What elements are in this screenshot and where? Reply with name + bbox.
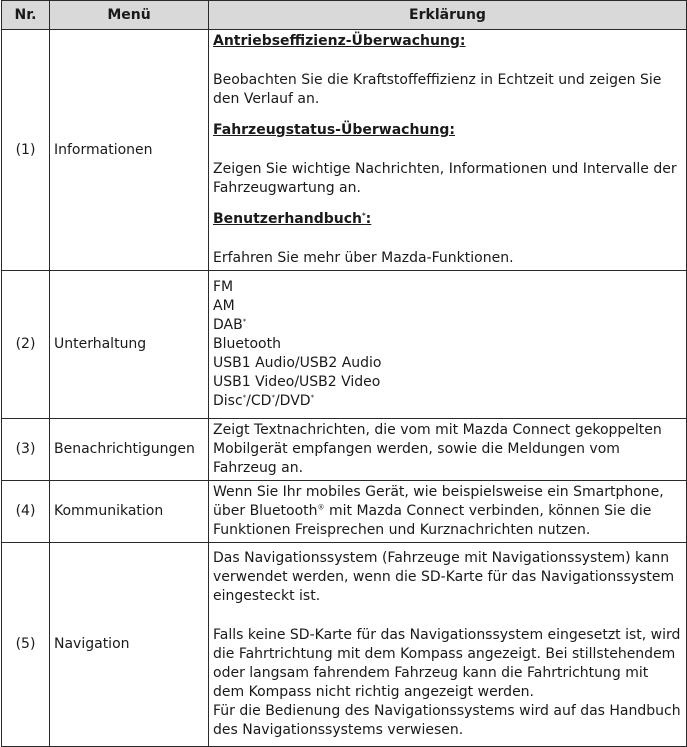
row-number: (1) xyxy=(2,30,50,271)
subheading xyxy=(213,121,682,140)
subheading: Antriebseffizienz-Überwachung: xyxy=(213,33,466,49)
paragraph: Für die Bedienung des Navigationssystems wird auf das Handbuch des Navigationssystems verwiesen. xyxy=(213,703,681,738)
list-item: AM xyxy=(213,298,235,314)
description xyxy=(209,271,687,419)
footnote-mark: * xyxy=(271,393,275,402)
table-row xyxy=(2,481,687,543)
subheading-colon: : xyxy=(365,211,372,227)
subheading-text: Benutzerhandbuch xyxy=(213,211,362,227)
footnote-mark: * xyxy=(242,393,247,402)
menu-name: Navigation xyxy=(50,543,209,747)
paragraph: Beobachten Sie die Kraftstoffeffizienz in Echtzeit und zeigen Sie den Verlauf an. xyxy=(213,72,662,107)
list-item: Bluetooth xyxy=(213,336,281,352)
list-item-text: DAB xyxy=(213,317,243,333)
list-item-text: DVD xyxy=(279,393,311,409)
description xyxy=(209,543,687,747)
subheading xyxy=(213,210,682,229)
registered-mark: ® xyxy=(317,503,325,512)
footnote-mark: * xyxy=(242,317,247,326)
paragraph: Erfahren Sie mehr über Mazda-Funktionen. xyxy=(213,250,514,266)
menu-table xyxy=(1,0,687,747)
table-row xyxy=(2,271,687,419)
header-nr: Nr. xyxy=(2,1,50,30)
description xyxy=(209,481,687,543)
separator: / xyxy=(246,393,251,409)
list-item xyxy=(213,392,682,411)
description xyxy=(209,30,687,271)
header-description: Erklärung xyxy=(209,1,687,30)
row-number: (5) xyxy=(2,543,50,747)
list-item-text: CD xyxy=(250,393,272,409)
list-item: FM xyxy=(213,279,234,295)
row-number: (2) xyxy=(2,271,50,419)
row-number: (3) xyxy=(2,419,50,481)
paragraph: Zeigen Sie wichtige Nachrichten, Informationen und Intervalle der Fahrzeugwartung an. xyxy=(213,161,677,196)
table-header-row xyxy=(2,1,687,30)
list-item: USB1 Video/USB2 Video xyxy=(213,374,381,390)
description: Zeigt Textnachrichten, die vom mit Mazda Connect gekoppelten Mobilgerät empfangen werden, sowie die Meldungen vom Fahrzeug an. xyxy=(209,419,687,481)
list-item: USB1 Audio/USB2 Audio xyxy=(213,355,382,371)
menu-name: Kommunikation xyxy=(50,481,209,543)
list-item-text: Disc xyxy=(213,393,243,409)
table-row xyxy=(2,30,687,271)
separator: / xyxy=(274,393,280,409)
subheading-text: Fahrzeugstatus-Überwachung: xyxy=(213,122,455,138)
table-row xyxy=(2,419,687,481)
list-item xyxy=(213,316,682,335)
description-text: Wenn Sie Ihr mobiles Gerät, wie beispielsweise ein Smartphone, über Bluetooth xyxy=(213,484,664,519)
footnote-mark: * xyxy=(310,393,315,402)
header-menu: Menü xyxy=(50,1,209,30)
menu-name: Informationen xyxy=(50,30,209,271)
description-text: mit Mazda Connect verbinden, können Sie die Funktionen Freisprechen und Kurznachrichten nutzen. xyxy=(213,503,652,538)
row-number: (4) xyxy=(2,481,50,543)
paragraph: Falls keine SD-Karte für das Navigationssystem eingesetzt ist, wird die Fahrtrichtung mit dem Kompass angezeigt. Bei stillstehendem oder langsam fahrendem Fahrzeug kann die Fahrtrichtung mit dem Kompass nicht richtig angezeigt werden. xyxy=(213,627,681,700)
menu-name: Benachrichtigungen xyxy=(50,419,209,481)
footnote-mark: * xyxy=(362,211,366,220)
table-row xyxy=(2,543,687,747)
paragraph: Das Navigationssystem (Fahrzeuge mit Navigationssystem) kann verwendet werden, wenn die SD-Karte für das Navigationssystem eingesteckt ist. xyxy=(213,550,675,604)
menu-name: Unterhaltung xyxy=(50,271,209,419)
